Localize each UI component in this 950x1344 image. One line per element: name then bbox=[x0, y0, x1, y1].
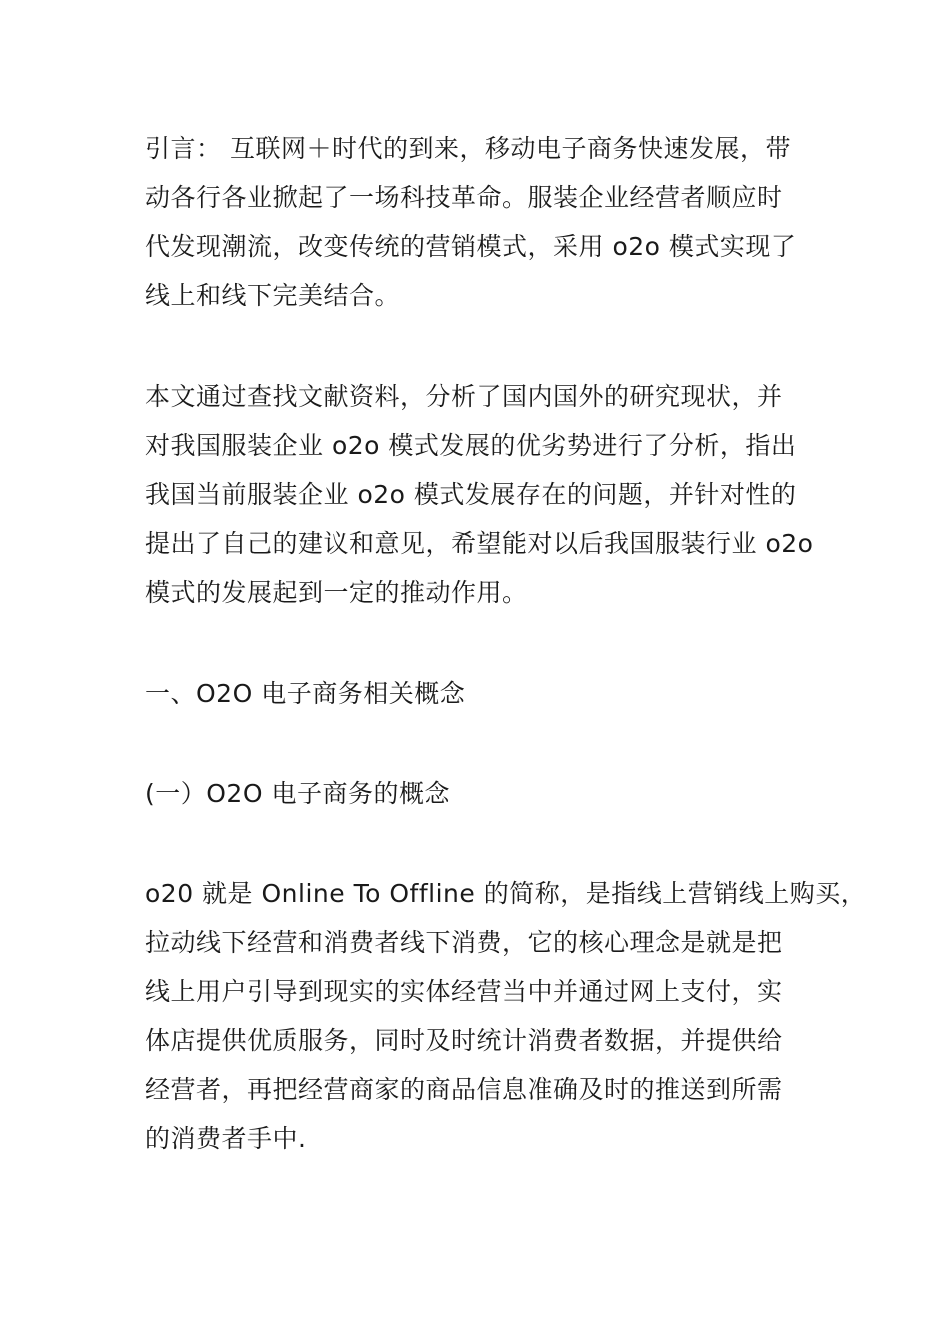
definition-line-3: 线上用户引导到现实的实体经营当中并通过网上支付，实 bbox=[145, 977, 783, 1006]
section-heading: 一、O2O 电子商务相关概念 bbox=[145, 679, 466, 708]
subsection-heading: (一）O2O 电子商务的概念 bbox=[145, 779, 450, 808]
abstract-line-5: 模式的发展起到一定的推动作用。 bbox=[145, 578, 528, 607]
definition-line-2: 拉动线下经营和消费者线下消费，它的核心理念是就是把 bbox=[145, 928, 783, 957]
intro-line-2: 动各行各业掀起了一场科技革命。服装企业经营者顺应时 bbox=[145, 183, 783, 212]
intro-line-3: 代发现潮流，改变传统的营销模式，采用 o2o 模式实现了 bbox=[145, 232, 797, 261]
definition-line-6: 的消费者手中. bbox=[145, 1124, 307, 1153]
abstract-line-2: 对我国服装企业 o2o 模式发展的优劣势进行了分析，指出 bbox=[145, 431, 797, 460]
abstract-line-3: 我国当前服装企业 o2o 模式发展存在的问题，并针对性的 bbox=[145, 480, 797, 509]
intro-line-1: 引言： 互联网＋时代的到来，移动电子商务快速发展，带 bbox=[145, 134, 791, 163]
definition-line-4: 体店提供优质服务，同时及时统计消费者数据，并提供给 bbox=[145, 1026, 783, 1055]
definition-line-5: 经营者，再把经营商家的商品信息准确及时的推送到所需 bbox=[145, 1075, 783, 1104]
intro-line-4: 线上和线下完美结合。 bbox=[145, 281, 401, 310]
definition-line-1: o20 就是 Online To Offline 的简称，是指线上营销线上购买， bbox=[145, 879, 867, 908]
abstract-line-4: 提出了自己的建议和意见，希望能对以后我国服装行业 o2o bbox=[145, 529, 814, 558]
abstract-line-1: 本文通过查找文献资料，分析了国内国外的研究现状，并 bbox=[145, 382, 783, 411]
